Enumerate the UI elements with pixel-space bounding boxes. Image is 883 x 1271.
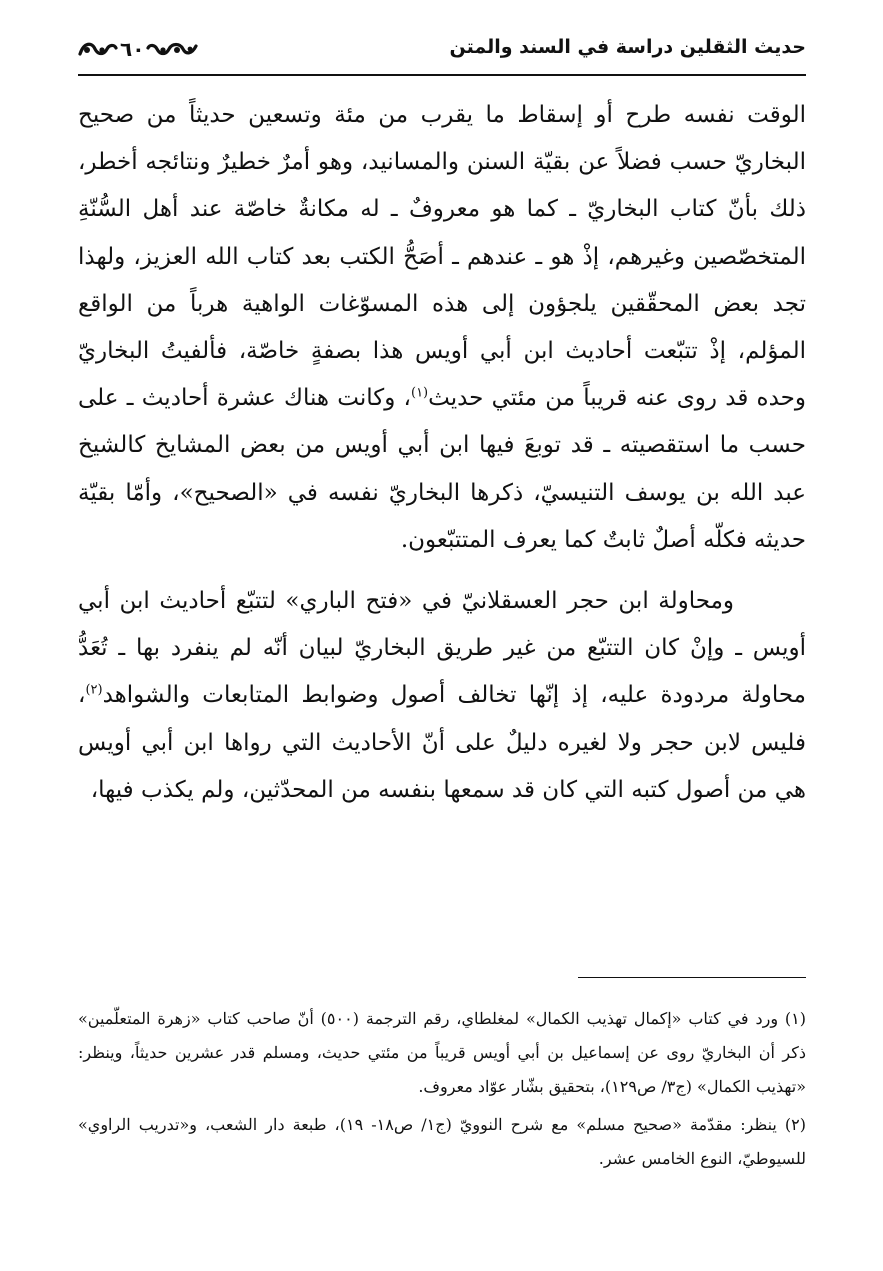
paragraph-2 [78, 578, 806, 814]
paragraph-2-text-a: ومحاولة ابن حجر العسقلانيّ في «فتح الباري» لتتبّع أحاديث ابن أبي أويس ـ وإنْ كان التتبّع من غير طريق البخاريّ لبيان أنّه لم ينفرد بها ـ تُعَدُّ محاولة مردودة عليه، إذ إنّها تخالف أصول وضوابط المتابعات والشواهد [78, 588, 806, 709]
right-flourish-icon [146, 40, 198, 58]
footnote-ref-2[interactable]: (٢) [85, 682, 103, 698]
footnote-2: (٢) ينظر: مقدّمة «صحيح مسلم» مع شرح النوويّ (ج١/ ص١٨- ١٩)، طبعة دار الشعب، و«تدريب الراوي» للسيوطيّ، النوع الخامس عشر. [78, 1115, 806, 1168]
footnote-separator [578, 977, 806, 978]
main-text [78, 92, 806, 814]
footnotes [78, 1002, 806, 1180]
page-number: ٦٠ [120, 37, 145, 61]
paragraph-1-text-b: ، وكانت هناك عشرة أحاديث ـ على حسب ما استقصيته ـ قد توبعَ فيها ابن أبي أويس من بعض المشايخ كالشيخ عبد الله بن يوسف التنيسيّ، ذكرها البخاريّ نفسه في «الصحيح»، وأمّا بقيّة حديثه فكلّه أصلٌ ثابتٌ كما يعرف المتتبّعون. [78, 385, 806, 553]
running-header [78, 30, 806, 76]
paragraph-2-text-b: ، فليس لابن حجر ولا لغيره دليلٌ على أنّ الأحاديث التي رواها ابن أبي أويس هي من أصول كتبه التي كان قد سمعها بنفسه من المحدّثين، ولم يكذب فيها، [78, 682, 806, 803]
paragraph-1-text-a: الوقت نفسه طرح أو إسقاط ما يقرب من مئة وتسعين حديثاً من صحيح البخاريّ حسب فضلاً عن بقيّة السنن والمسانيد، وهو أمرٌ خطيرٌ ونتائجه أخطر، ذلك بأنّ كتاب البخاريّ ـ كما هو معروفٌ ـ له مكانةٌ خاصّة عند أهل السُّنّةِ المتخصّصين وغيرهم، إذْ هو ـ عندهم ـ أصَحُّ الكتب بعد كتاب الله العزيز، ولهذا تجد بعض المحقّقين يلجؤون إلى هذه المسوّغات الواهية هرباً من الواقع المؤلم، إذْ تتبّعت أحاديث ابن أبي أويس هذا بصفةٍ خاصّة، فألفيتُ البخاريّ وحده قد روى عنه قريباً من مئتي حديث [78, 102, 806, 412]
footnote-1: (١) ورد في كتاب «إكمال تهذيب الكمال» لمغلطاي، رقم الترجمة (٥٠٠) أنّ صاحب كتاب «زهرة المتعلّمين» ذكر أن البخاريّ روى عن إسماعيل بن أبي أويس قريباً من مئتي حديث، ومسلم قدر عشرين حديثاً، وينظر: «تهذيب الكمال» (ج٣/ ص١٢٩)، بتحقيق بشّار عوّاد معروف. [78, 1009, 807, 1096]
left-flourish-icon [78, 40, 118, 58]
header-title: حديث الثقلين دراسة في السند والمتن [449, 36, 806, 58]
page-number-ornament [78, 34, 198, 64]
paragraph-1 [78, 92, 806, 564]
footnote-ref-1[interactable]: (١) [410, 385, 429, 401]
